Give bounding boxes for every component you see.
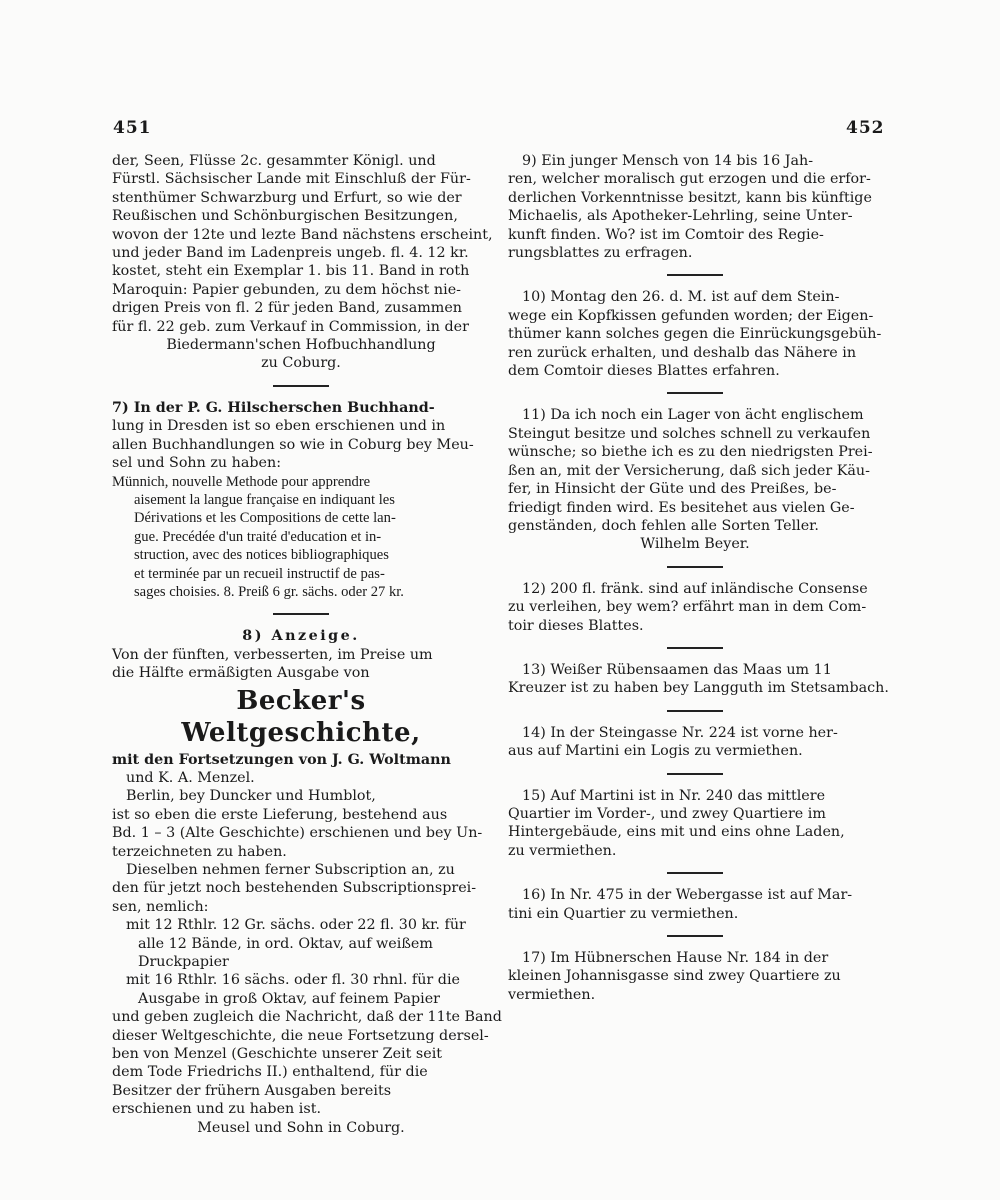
text-line: tini ein Quartier zu vermiethen.: [508, 905, 739, 922]
notice-item-13: [508, 661, 889, 698]
text-line: Von der fünften, verbesserten, im Preise um: [112, 646, 433, 663]
section-divider: [273, 613, 329, 615]
text-line: 17) Im Hübnerschen Hause Nr. 184 in der: [522, 950, 829, 966]
text-line: derlichen Vorkenntnisse besitzt, kann bis künftige: [508, 189, 872, 206]
text-line: Dérivations et les Compositions de cette lan-: [134, 510, 396, 527]
text-line: mit den Fortsetzungen von J. G. Woltmann: [112, 751, 451, 768]
section-divider: [667, 935, 723, 937]
text-line: mit 12 Rthlr. 12 Gr. sächs. oder 22 fl. 30 kr. für: [126, 917, 466, 934]
text-line: Münnich, nouvelle Methode pour apprendre: [112, 473, 371, 490]
text-line: fer, in Hinsicht der Güte und des Preißes, be-: [508, 481, 837, 498]
notice-item-14: [508, 724, 882, 761]
signature-line: Meusel und Sohn in Coburg.: [197, 1119, 405, 1136]
notice-item-12: [508, 580, 882, 635]
right-column: [508, 152, 889, 1004]
text-line: gue. Precédée d'un traité d'education et in-: [134, 528, 382, 545]
text-line: drigen Preis von fl. 2 für jeden Band, zusammen: [112, 300, 462, 317]
text-line: der, Seen, Flüsse 2c. gesammter Königl. und: [112, 153, 436, 169]
text-line: Reußischen und Schönburgischen Besitzungen,: [112, 208, 458, 225]
text-line: wege ein Kopfkissen gefunden worden; der Eigen-: [508, 307, 874, 324]
text-line: mit 16 Rthlr. 16 sächs. oder fl. 30 rhnl. für die: [126, 972, 460, 989]
text-line: thümer kann solches gegen die Einrückungsgebüh-: [508, 326, 882, 343]
text-line: Maroquin: Papier gebunden, zu dem höchst nie-: [112, 281, 461, 298]
book-title: Becker's Weltgeschichte,: [181, 685, 421, 748]
text-line: Dieselben nehmen ferner Subscription an, zu: [126, 862, 455, 878]
text-line: ben von Menzel (Geschichte unserer Zeit seit: [112, 1046, 443, 1063]
notice-item-9: [508, 152, 882, 262]
text-line: aisement la langue française en indiquant les: [134, 491, 395, 508]
text-line: Hintergebäude, eins mit und eins ohne Laden,: [508, 824, 845, 841]
section-divider: [667, 710, 723, 712]
section-divider: [273, 385, 329, 387]
notice-item-11: [508, 406, 882, 553]
text-line: wünsche; so biethe ich es zu den niedrigsten Prei-: [508, 444, 873, 461]
text-line: 16) In Nr. 475 in der Webergasse ist auf Mar-: [522, 887, 853, 904]
text-line: Ausgabe in groß Oktav, auf feinem Papier: [138, 990, 441, 1007]
text-line: 14) In der Steingasse Nr. 224 ist vorne her-: [522, 724, 838, 741]
left-column: [112, 152, 502, 1137]
text-line: sel und Sohn zu haben:: [112, 455, 282, 472]
section-divider: [667, 647, 723, 649]
notice-heading: 8) Anzeige.: [242, 628, 360, 645]
text-line: Bd. 1 – 3 (Alte Geschichte) erschienen und bey Un-: [112, 825, 483, 842]
text-line: und K. A. Menzel.: [126, 769, 255, 786]
notice-item-7: [112, 399, 490, 601]
text-line: erschienen und zu haben ist.: [112, 1101, 321, 1118]
text-line: Druckpapier: [138, 954, 229, 971]
page-number-right: 452: [846, 118, 885, 138]
text-line: terzeichneten zu haben.: [112, 843, 287, 860]
text-line: aus auf Martini ein Logis zu vermiethen.: [508, 743, 803, 760]
signature-line: Wilhelm Beyer.: [640, 536, 750, 553]
text-line: und jeder Band im Ladenpreis ungeb. fl. 4. 12 kr.: [112, 245, 469, 262]
text-line: kunft finden. Wo? ist im Comtoir des Regie-: [508, 226, 824, 243]
text-line: genständen, doch fehlen alle Sorten Teller.: [508, 517, 819, 534]
text-line: Fürstl. Sächsischer Lande mit Einschluß der Für-: [112, 171, 471, 188]
text-line: 7) In der P. G. Hilscherschen Buchhand-: [112, 399, 435, 416]
section-divider: [667, 773, 723, 775]
text-line: stenthümer Schwarzburg und Erfurt, so wie der: [112, 189, 462, 206]
intro-notice: [112, 152, 493, 373]
notice-item-17: [508, 949, 882, 1004]
notice-item-10: [508, 288, 882, 380]
text-line: ist so eben die erste Lieferung, bestehend aus: [112, 806, 448, 823]
text-line: Kreuzer ist zu haben bey Langguth im Stetsambach.: [508, 680, 889, 697]
text-line: sages choisies. 8. Preiß 6 gr. sächs. oder 27 kr.: [134, 583, 404, 600]
signature-line: zu Coburg.: [261, 355, 341, 372]
text-line: toir dieses Blattes.: [508, 617, 644, 634]
text-line: den für jetzt noch bestehenden Subscriptionsprei-: [112, 880, 477, 897]
text-line: 9) Ein junger Mensch von 14 bis 16 Jah-: [522, 153, 814, 169]
text-line: zu vermiethen.: [508, 842, 617, 859]
section-divider: [667, 274, 723, 276]
section-divider: [667, 566, 723, 568]
text-line: struction, avec des notices bibliographiques: [134, 547, 389, 564]
text-line: et terminée par un recueil instructif de pas-: [134, 565, 385, 582]
text-line: dem Comtoir dieses Blattes erfahren.: [508, 363, 780, 380]
notice-item-15: [508, 787, 882, 861]
text-line: die Hälfte ermäßigten Ausgabe von: [112, 665, 370, 682]
text-line: vermiethen.: [508, 986, 596, 1003]
text-line: Besitzer der frühern Ausgaben bereits: [112, 1082, 392, 1099]
text-line: friedigt finden wird. Es besitehet aus vielen Ge-: [508, 499, 855, 516]
text-line: kleinen Johannisgasse sind zwey Quartiere zu: [508, 968, 841, 985]
text-line: Berlin, bey Duncker und Humblot,: [126, 788, 376, 805]
text-line: 13) Weißer Rübensaamen das Maas um 11: [522, 661, 832, 678]
text-line: 12) 200 fl. fränk. sind auf inländische Consense: [522, 580, 868, 597]
text-line: Steingut besitze und solches schnell zu verkaufen: [508, 425, 871, 442]
text-line: dem Tode Friedrichs II.) enthaltend, für die: [112, 1064, 428, 1081]
text-line: für fl. 22 geb. zum Verkauf in Commission, in der: [112, 318, 469, 335]
text-line: und geben zugleich die Nachricht, daß der 11te Band: [112, 1009, 502, 1026]
section-divider: [667, 392, 723, 394]
text-line: ßen an, mit der Versicherung, daß sich jeder Käu-: [508, 462, 870, 479]
text-line: lung in Dresden ist so eben erschienen und in: [112, 418, 446, 435]
text-line: zu verleihen, bey wem? erfährt man in dem Com-: [508, 599, 867, 616]
notice-item-8: [112, 627, 502, 1137]
page-number-left: 451: [113, 118, 152, 138]
signature-line: Biedermann'schen Hofbuchhandlung: [166, 337, 436, 354]
text-line: allen Buchhandlungen so wie in Coburg bey Meu-: [112, 436, 474, 453]
section-divider: [667, 872, 723, 874]
text-line: kostet, steht ein Exemplar 1. bis 11. Band in roth: [112, 263, 470, 280]
notice-item-16: [508, 886, 882, 923]
text-line: ren, welcher moralisch gut erzogen und die erfor-: [508, 171, 871, 188]
text-line: rungsblattes zu erfragen.: [508, 245, 693, 262]
text-line: 15) Auf Martini ist in Nr. 240 das mittlere: [522, 787, 826, 804]
text-line: sen, nemlich:: [112, 898, 209, 915]
text-line: Quartier im Vorder-, und zwey Quartiere im: [508, 805, 826, 822]
text-line: wovon der 12te und lezte Band nächstens erscheint,: [112, 226, 493, 243]
text-line: 10) Montag den 26. d. M. ist auf dem Stein-: [522, 289, 840, 306]
text-line: 11) Da ich noch ein Lager von ächt englischem: [522, 407, 864, 424]
text-line: dieser Weltgeschichte, die neue Fortsetzung dersel-: [112, 1027, 489, 1044]
text-line: ren zurück erhalten, und deshalb das Nähere in: [508, 344, 857, 361]
text-line: alle 12 Bände, in ord. Oktav, auf weißem: [138, 935, 433, 952]
text-line: Michaelis, als Apotheker-Lehrling, seine Unter-: [508, 208, 853, 225]
